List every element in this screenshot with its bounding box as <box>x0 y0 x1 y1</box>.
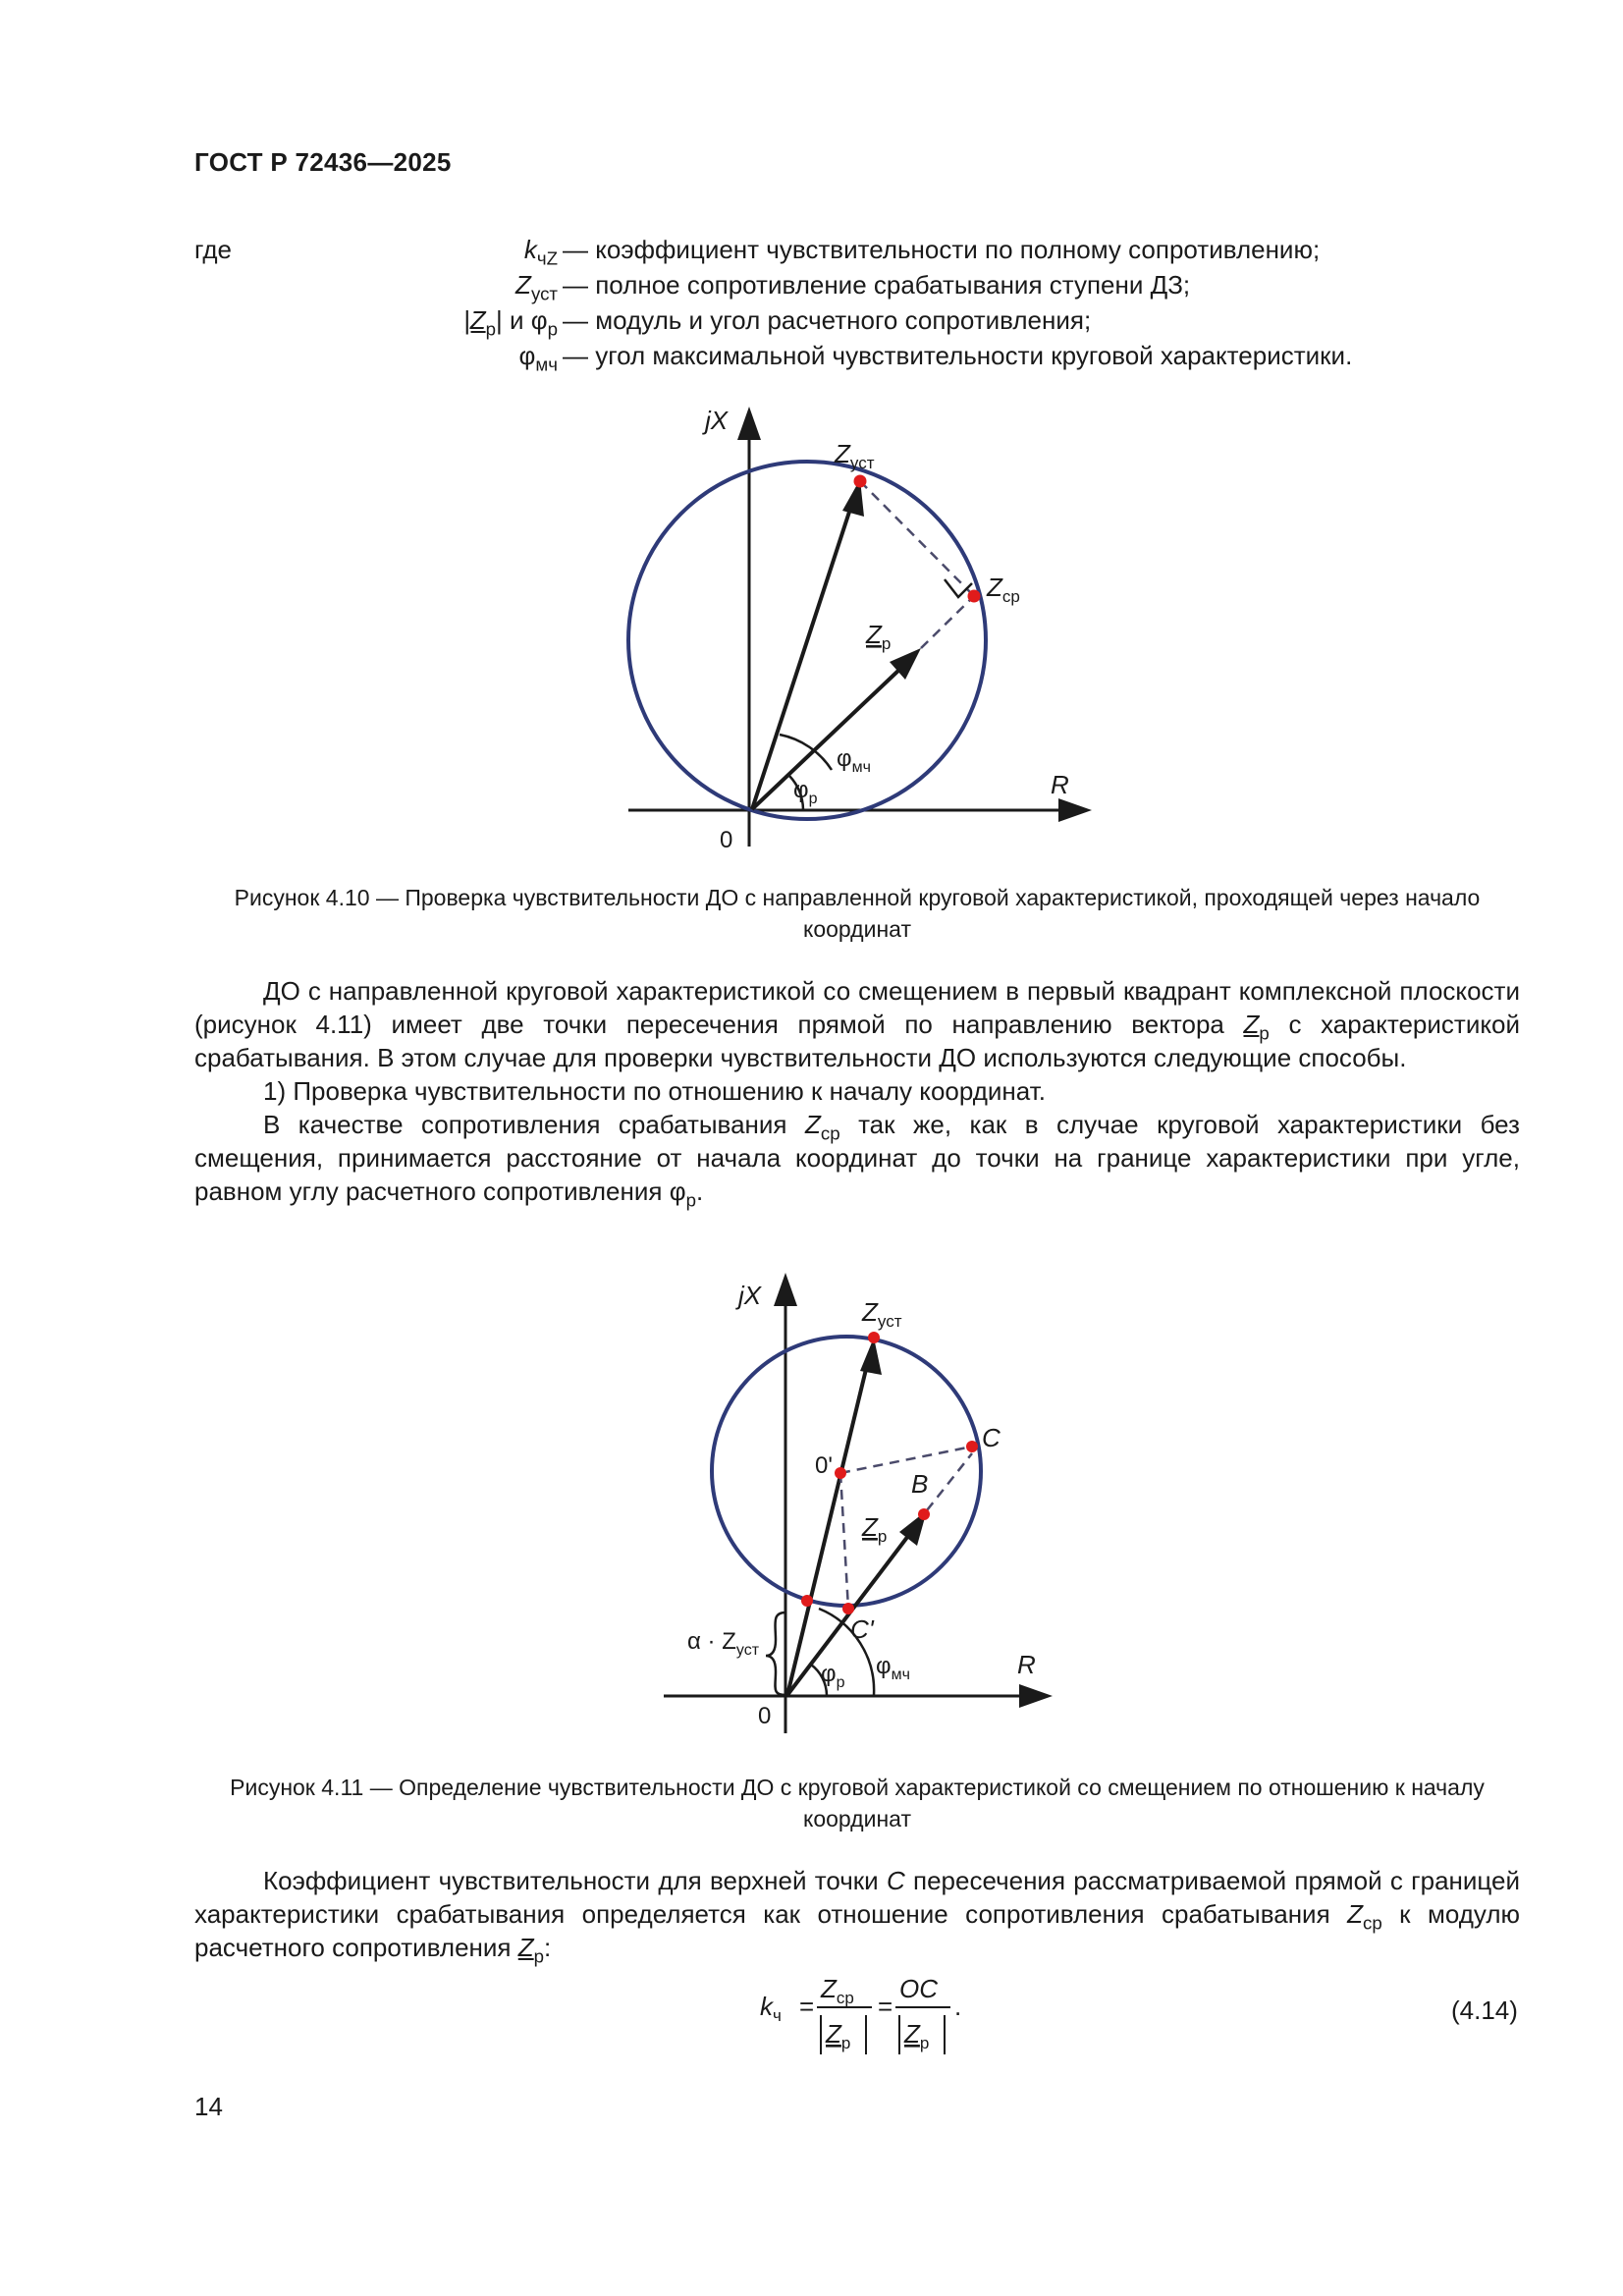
phi-mch-label: $\varphi_{мч}$ <box>837 745 871 776</box>
body-text-1 <box>194 974 1520 1211</box>
paragraph: Коэффициент чувствительности для верхней точки C пересечения рассматриваемой прямой с границей характеристики срабатывания определяется как отношение сопротивления срабатывания $Z_{ср}$ к модулю расчетного сопротивления $Z_р$: <box>194 1866 1520 1967</box>
origin-label: 0 <box>758 1703 772 1729</box>
zust-point <box>868 1332 880 1343</box>
body-text-2 <box>194 1864 1520 1967</box>
dashed-zp-extension <box>927 1453 972 1510</box>
point-b-label: B <box>911 1469 929 1499</box>
figure-4-10 <box>0 0 1623 884</box>
definition-symbol: $|Z_р|$ и $\varphi_р$ <box>462 305 558 340</box>
point-c-label: C <box>982 1423 1001 1452</box>
formula-lhs: $k_ч$ <box>760 1992 782 2025</box>
formula-denominator-1: $Z_р$ <box>826 2019 851 2052</box>
paragraph: В качестве сопротивления срабатывания $Z_{ср}$ так же, как в случае круговой характеристики без смещения, принимается расстояние от начала координат до точки на границе характеристики при угле, равном углу расчетного сопротивления $\varphi_р$. <box>194 1110 1520 1211</box>
point-c <box>966 1441 978 1452</box>
origin-label: 0 <box>720 827 733 853</box>
zust-point <box>854 475 867 488</box>
point-o-prime-label: 0' <box>815 1452 833 1479</box>
r-axis-arrow <box>1019 1684 1053 1708</box>
definition-symbol: $k_{чZ}$ <box>523 235 558 269</box>
formula-4-14 <box>756 1972 1051 2060</box>
point-alpha-zust <box>801 1595 813 1607</box>
jx-axis-label: jX <box>705 406 729 435</box>
definition-symbol: $\varphi_{мч}$ <box>518 341 558 375</box>
point-c-prime-label: C' <box>850 1614 874 1644</box>
definition-text: — угол максимальной чувствительности круговой характеристики. <box>563 341 1353 370</box>
point-b <box>918 1508 930 1520</box>
zust-arrowhead <box>860 1338 882 1375</box>
definitions-lead: где <box>194 235 232 264</box>
paragraph: ДО с направленной круговой характеристикой со смещением в первый квадрант комплексной плоскости (рисунок 4.11) имеет две точки пересечения прямой по направлению вектора $Z_р$ с характеристикой срабатывания. В этом случае для проверки чувствительности ДО используются следующие способы. <box>194 976 1520 1072</box>
alpha-brace <box>766 1613 785 1695</box>
alpha-zust-label: $\alpha \cdot Z_{уст}$ <box>687 1628 760 1659</box>
jx-axis-arrow <box>737 407 761 440</box>
definition-text: — полное сопротивление срабатывания ступени ДЗ; <box>563 270 1191 300</box>
jx-axis-arrow <box>774 1273 797 1306</box>
r-axis-label: R <box>1051 770 1069 799</box>
r-axis-arrow <box>1058 798 1092 822</box>
jx-axis-label: jX <box>738 1281 762 1310</box>
phi-p-label: $\varphi_р$ <box>821 1661 845 1691</box>
zust-label: $Z_{уст}$ <box>835 439 875 472</box>
figure-4-11-caption: Рисунок 4.11 — Определение чувствительности ДО с круговой характеристикой со смещением по отношению к началу координат <box>230 1775 1485 1831</box>
figure-4-11 <box>0 1267 1623 1738</box>
zsr-point <box>968 590 981 603</box>
point-o-prime <box>835 1467 846 1479</box>
phi-mch-label: $\varphi_{мч}$ <box>876 1653 910 1683</box>
page-number: 14 <box>194 2092 223 2121</box>
formula-denominator-2: $Z_р$ <box>904 2019 930 2052</box>
point-c-prime <box>842 1603 854 1614</box>
zp-label: $Z_р$ <box>862 1512 888 1546</box>
definition-symbol: $Z_{уст}$ <box>515 270 558 304</box>
formula-dot: . <box>954 1992 962 2021</box>
formula-numerator-2: OC <box>899 1974 938 2003</box>
phi-p-label: $\varphi_р$ <box>793 777 818 807</box>
figure-4-10-caption: Рисунок 4.10 — Проверка чувствительности ДО с направленной круговой характеристикой, проходящей через начало координат <box>234 885 1481 942</box>
zsr-label: $Z_{ср}$ <box>987 573 1020 606</box>
definition-text: — модуль и угол расчетного сопротивления; <box>563 305 1092 335</box>
dashed-o-to-c <box>840 1447 972 1473</box>
paragraph: 1) Проверка чувствительности по отношению к началу координат. <box>263 1076 1046 1106</box>
formula-number: (4.14) <box>1451 1995 1518 2025</box>
dashed-o-to-cprime <box>840 1473 848 1609</box>
formula-numerator-1: $Z_{ср}$ <box>821 1974 854 2007</box>
formula-equals-2: = <box>878 1992 893 2021</box>
dashed-zp-extension <box>921 596 974 648</box>
zp-label: $Z_р$ <box>866 620 892 653</box>
r-axis-label: R <box>1017 1650 1036 1679</box>
definition-text: — коэффициент чувствительности по полному сопротивлению; <box>563 235 1321 264</box>
document-code: ГОСТ Р 72436—2025 <box>194 147 452 177</box>
zust-label: $Z_{уст}$ <box>862 1297 902 1331</box>
formula-equals-1: = <box>799 1992 815 2021</box>
